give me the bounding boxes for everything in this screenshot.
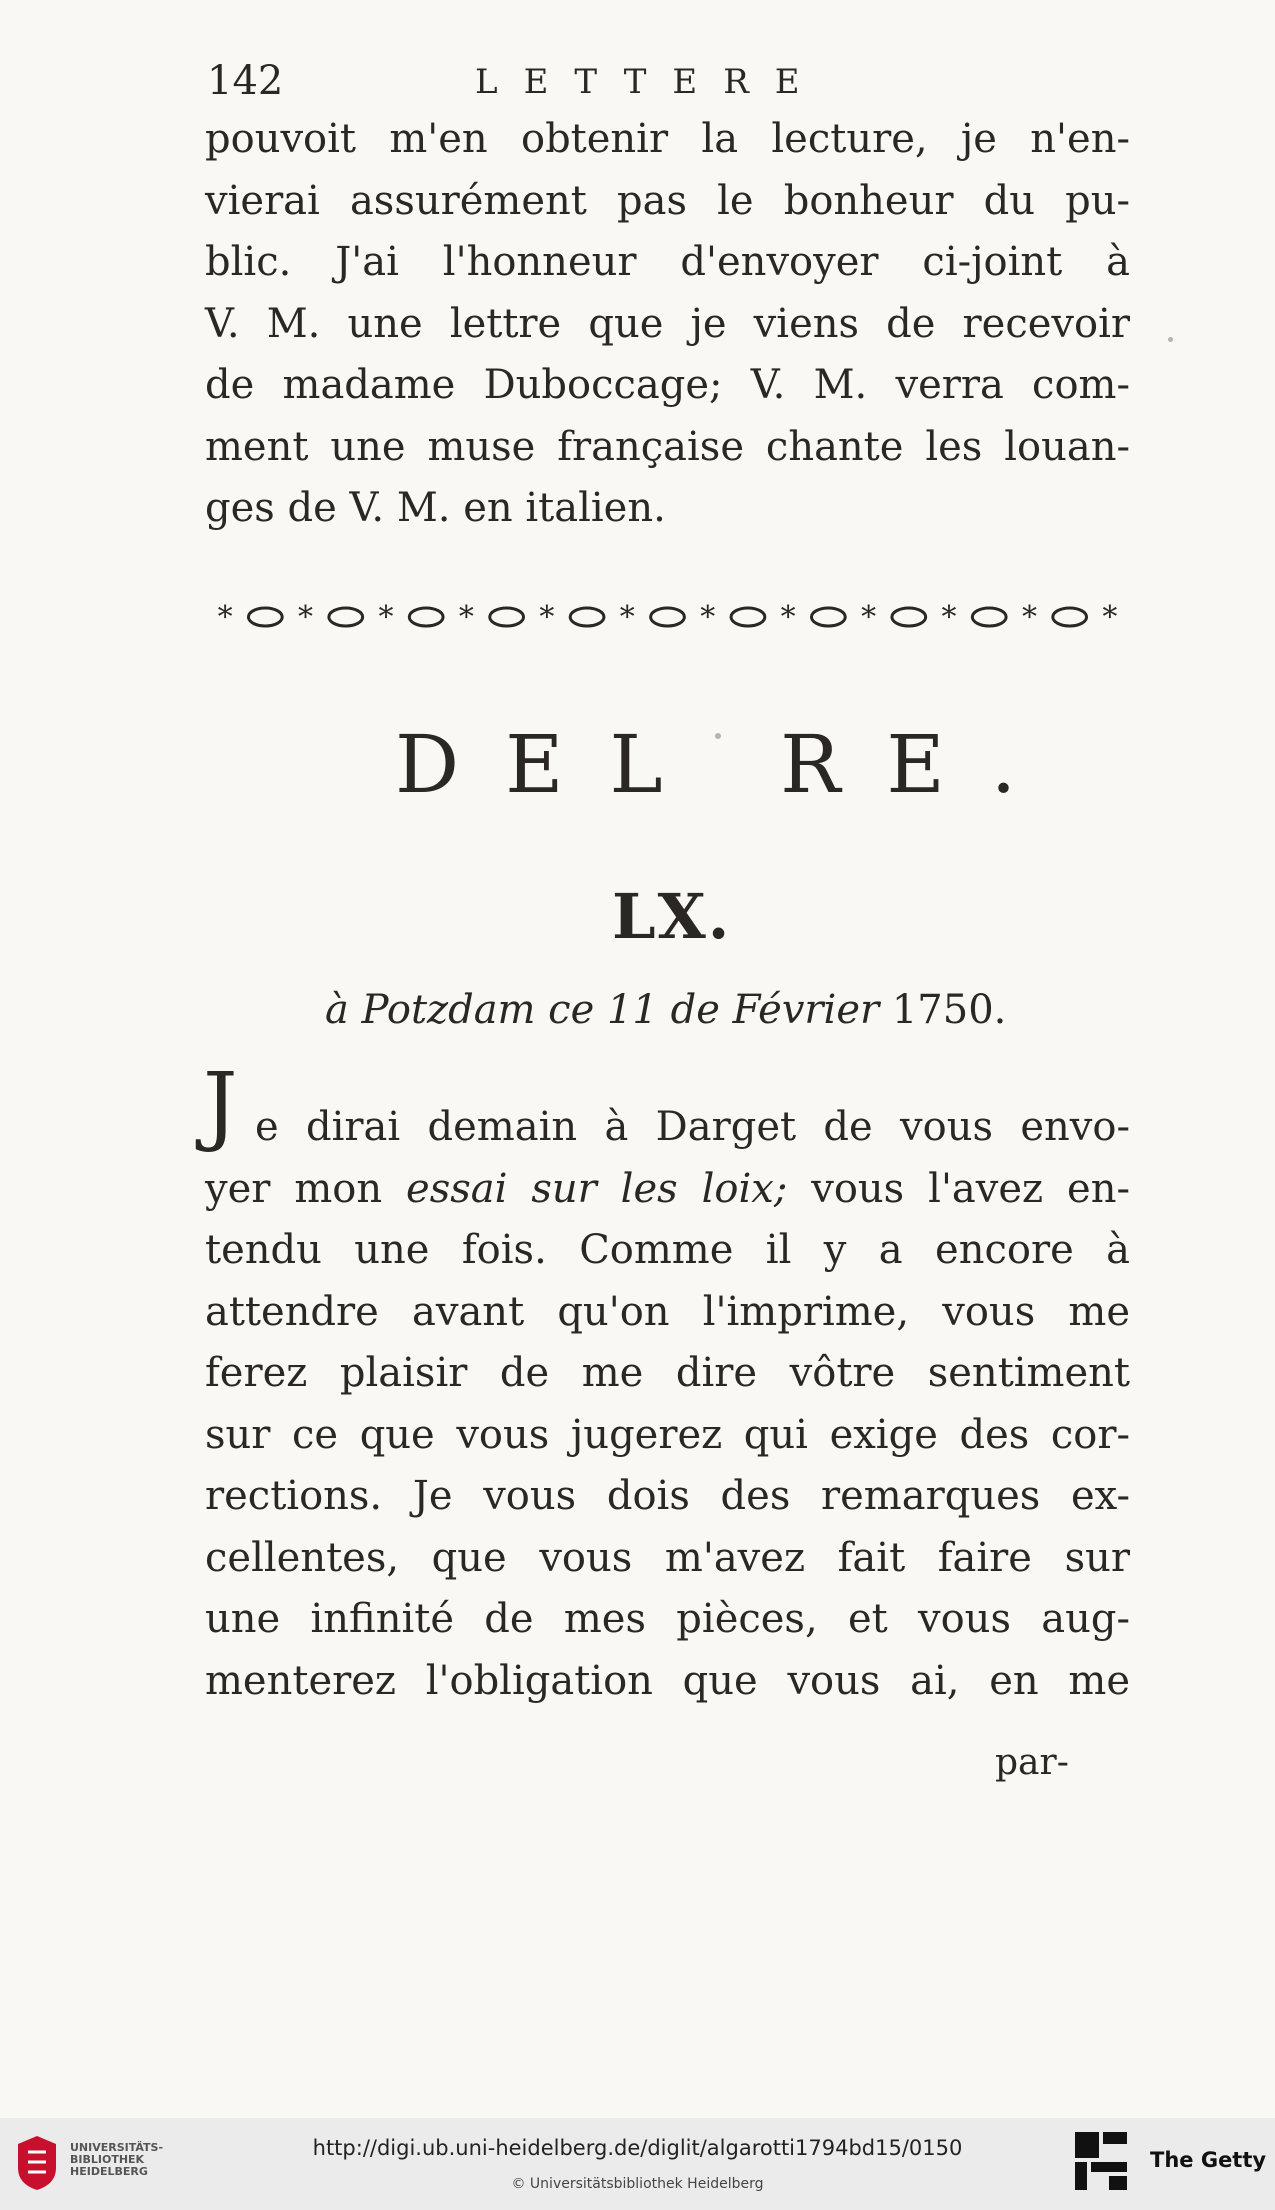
dateline-year: 1750. [891, 987, 1007, 1033]
ornament-ellipse [892, 608, 926, 626]
ornament-star: * [1102, 600, 1118, 635]
text-line: rections. Je vous dois des remarques ex- [205, 1473, 1130, 1519]
ornament-star: * [780, 600, 796, 635]
drop-cap: J [203, 1055, 238, 1155]
ornament-star: * [1021, 600, 1037, 635]
getty-logo-icon[interactable] [1073, 2130, 1131, 2192]
library-name: UNIVERSITÄTS- BIBLIOTHEK HEIDELBERG [70, 2141, 164, 2178]
ornament-star: * [378, 600, 394, 635]
getty-label: The Getty [1150, 2148, 1267, 2172]
text-line: cellentes, que vous m'avez fait faire sur [205, 1534, 1130, 1581]
text-line: ges de V. M. en italien. [205, 485, 666, 531]
ornament-ellipse [811, 608, 845, 626]
text-line: ment une muse française chante les louan- [205, 423, 1130, 470]
text-line: yer mon essai sur les loix; vous l'avez en- [205, 1165, 1131, 1212]
letter-dateline [325, 987, 1006, 1033]
text-line: e dirai demain à Darget de vous envo- [255, 1104, 1130, 1150]
ornament-ellipse [490, 608, 524, 626]
text-line: sur ce que vous jugerez qui exige des cor- [205, 1411, 1130, 1458]
text-line: V. M. une lettre que je viens de recevoir [205, 300, 1130, 347]
text-line: blic. J'ai l'honneur d'envoyer ci-joint à [205, 239, 1130, 285]
ornament-ellipse [570, 608, 604, 626]
running-title: LETTERE [475, 62, 826, 102]
text-line: vierai assurément pas le bonheur du pu- [205, 177, 1130, 224]
ornament-star: * [941, 600, 957, 635]
ornament-star: * [700, 600, 716, 635]
text-line: menterez l'obligation que vous ai, en me [205, 1657, 1130, 1704]
dateline-place: à Potzdam ce 11 de Février [325, 987, 880, 1033]
ornamental-divider [205, 595, 1130, 639]
ornament-star: * [619, 600, 635, 635]
ornament-ellipse [972, 608, 1006, 626]
text-line: pouvoit m'en obtenir la lecture, je n'en- [205, 116, 1130, 162]
ornament-ellipse [248, 608, 282, 626]
text-line: une infinité de mes pièces, et vous aug- [205, 1596, 1130, 1642]
ornament-ellipse [731, 608, 765, 626]
letter-heading: DEL RE. [395, 718, 1063, 811]
permalink-url[interactable]: http://digi.ub.uni-heidelberg.de/diglit/algarotti1794bd15/0150 [312, 2136, 963, 2160]
ornament-star: * [539, 600, 555, 635]
page-number: 142 [207, 58, 284, 104]
ornament-ellipse [409, 608, 443, 626]
letter-body [205, 1097, 1130, 1712]
text-line: tendu une fois. Comme il y a encore à [205, 1227, 1130, 1273]
ornament-star: * [861, 600, 877, 635]
ornament-star: * [298, 600, 314, 635]
viewer-footer [0, 2118, 1275, 2210]
ornament-graphic [205, 595, 1130, 639]
copyright-notice: © Universitätsbibliothek Heidelberg [511, 2176, 764, 2192]
page-header [207, 58, 1137, 106]
text-line: de madame Duboccage; V. M. verra com- [205, 362, 1130, 408]
top-paragraph [205, 109, 1130, 540]
text-line: ferez plaisir de me dire vôtre sentiment [205, 1350, 1130, 1396]
ornament-star: * [217, 600, 233, 635]
paper-speck [1168, 337, 1173, 342]
ornament-ellipse [1053, 608, 1087, 626]
catchword: par- [995, 1742, 1069, 1783]
ornament-star: * [458, 600, 474, 635]
text-line: attendre avant qu'on l'imprime, vous me [205, 1288, 1130, 1335]
ornament-ellipse [329, 608, 363, 626]
letter-number: LX. [612, 880, 732, 953]
ornament-ellipse [651, 608, 685, 626]
